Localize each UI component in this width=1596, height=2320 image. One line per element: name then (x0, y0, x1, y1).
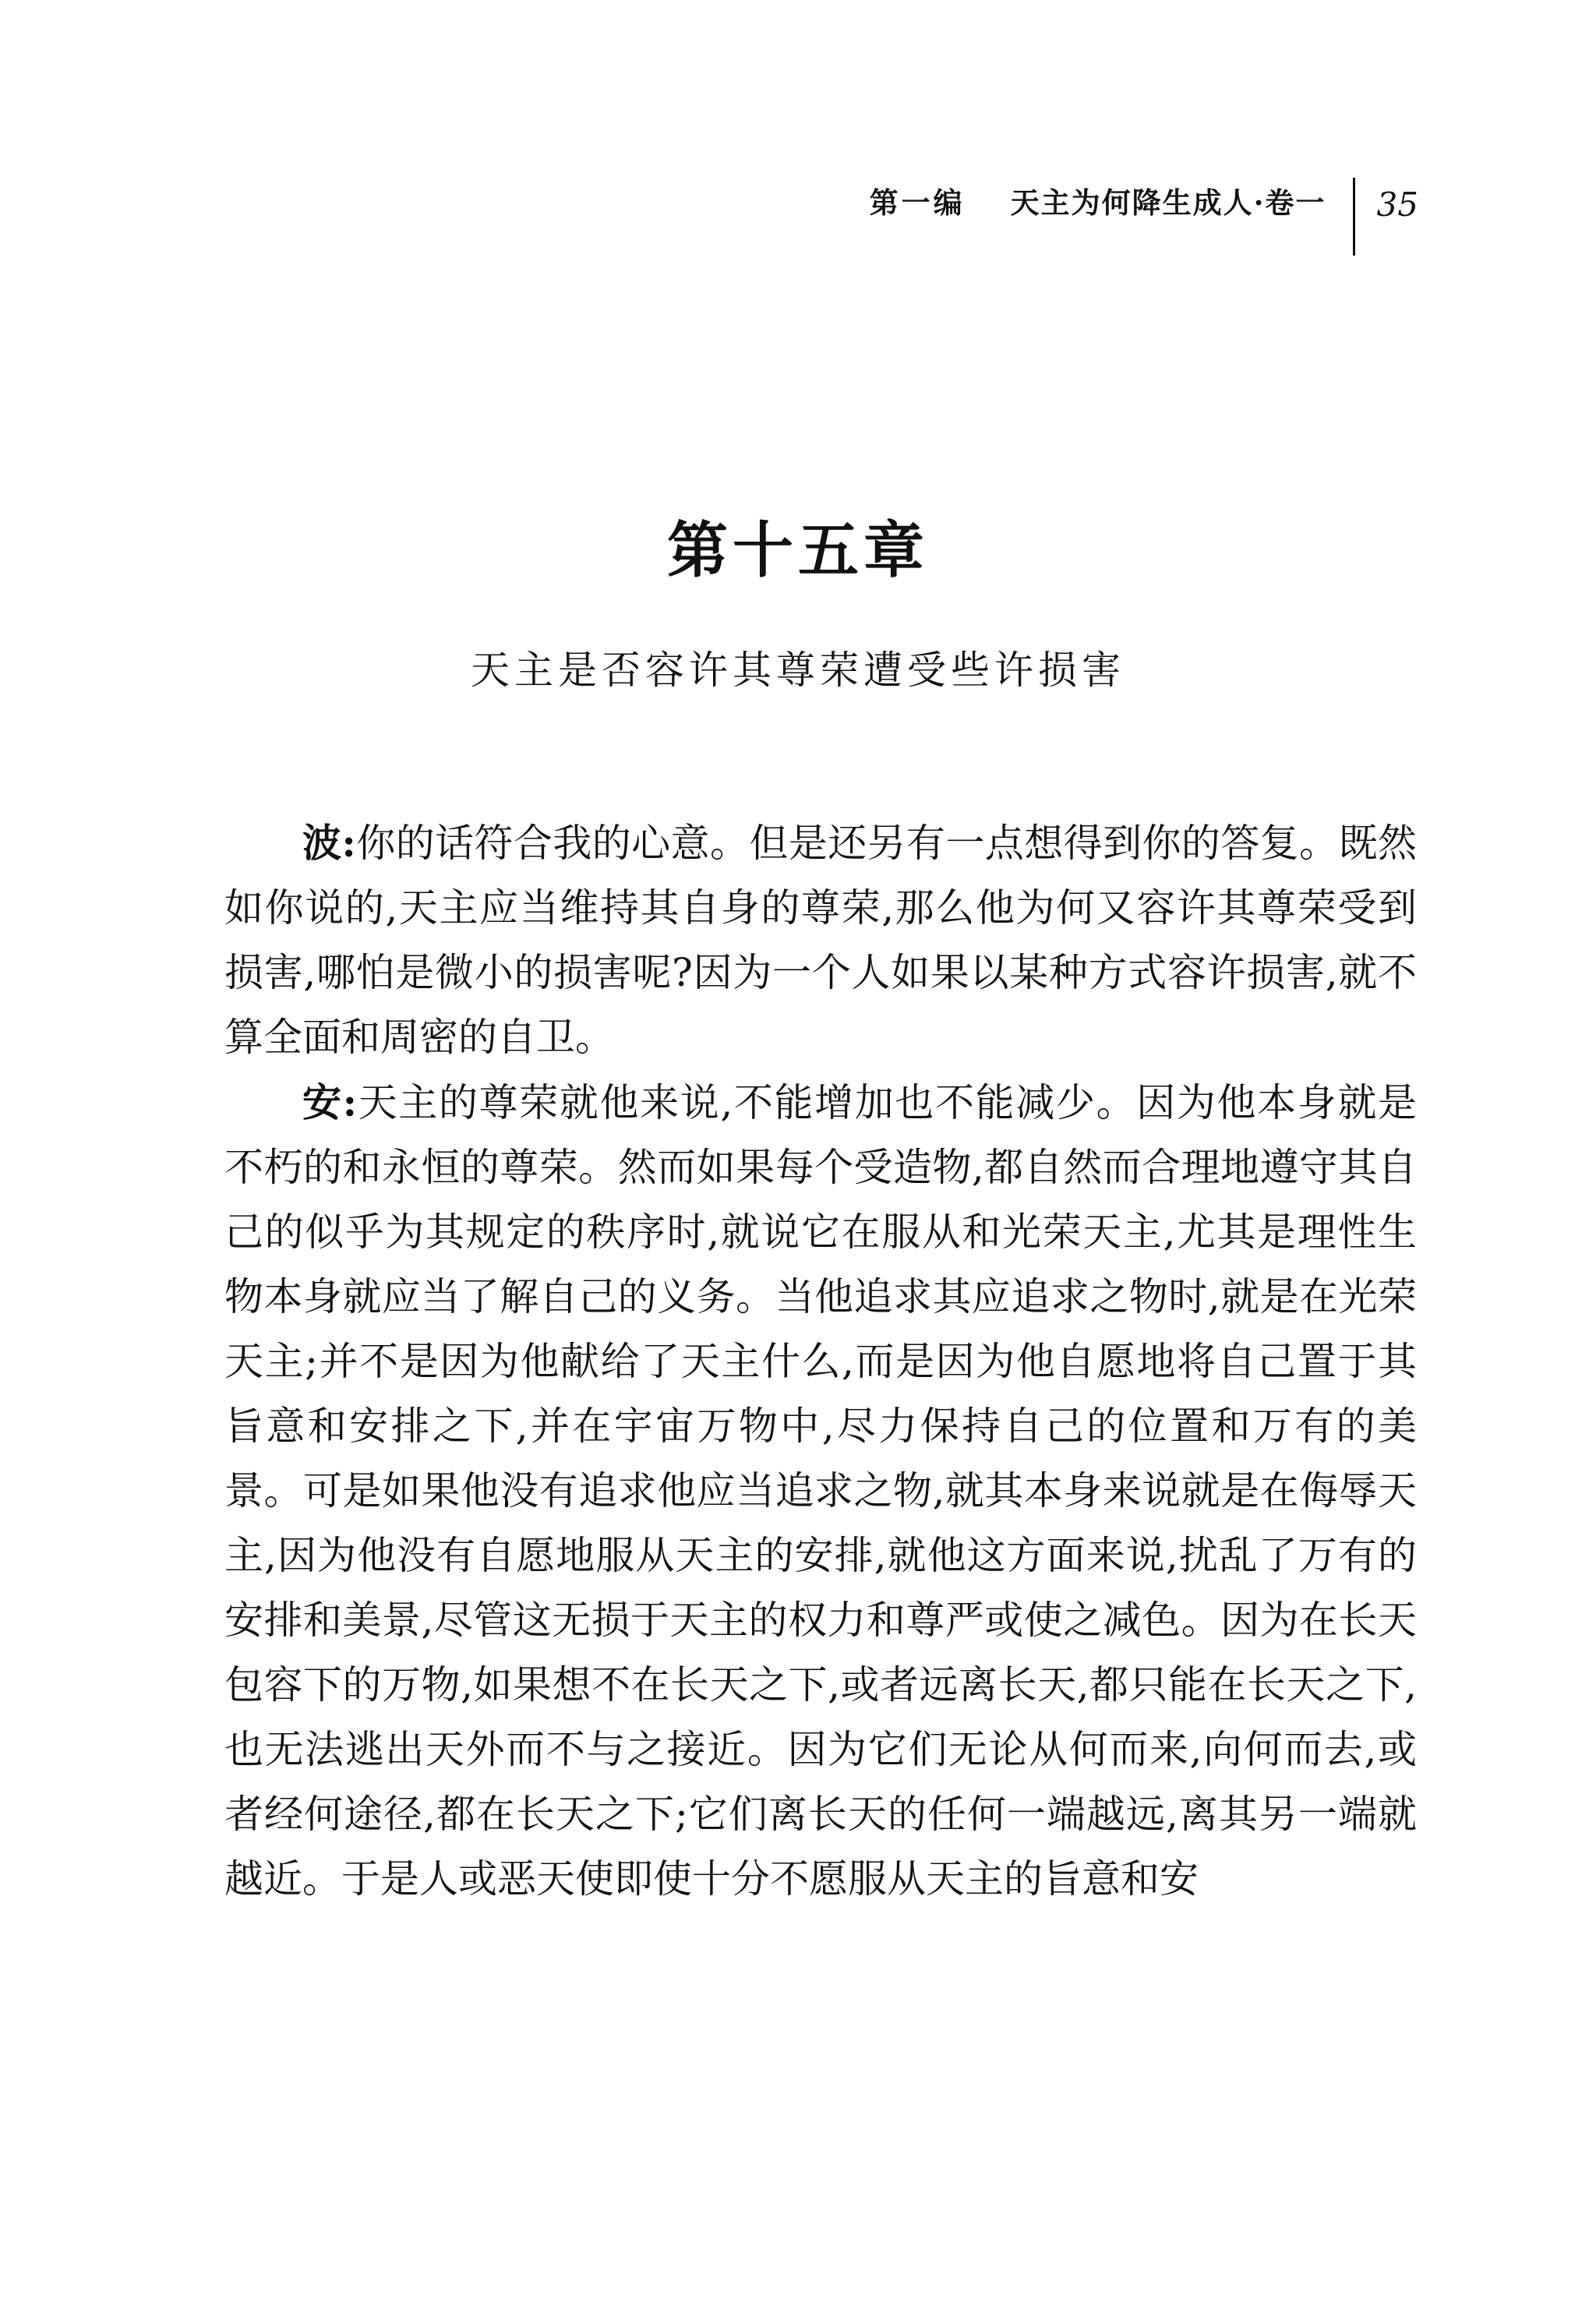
paragraph-text: 你的话符合我的心意。但是还另有一点想得到你的答复。既然如你说的,天主应当维持其自身的尊荣,那么他为何又容许其尊荣受到损害,哪怕是微小的损害呢?因为一个人如果以某种方式容许损害,就不算全面和周密的自卫。 (224, 821, 1417, 1060)
speaker-label: 波: (302, 820, 356, 866)
running-head-divider (1353, 178, 1355, 256)
running-head-section: 天主为何降生成人·卷一 (1010, 185, 1326, 220)
body-text (224, 810, 1417, 1912)
speaker-label: 安: (302, 1079, 358, 1125)
chapter-title: 第十五章 (666, 515, 929, 586)
paragraph (224, 1070, 1417, 1912)
paragraph (224, 810, 1417, 1070)
running-head-part: 第一编 (869, 185, 966, 220)
paragraph-text: 天主的尊荣就他来说,不能增加也不能减少。因为他本身就是不朽的和永恒的尊荣。然而如果每个受造物,都自然而合理地遵守其自己的似乎为其规定的秩序时,就说它在服从和光荣天主,尤其是理性生物本身就应当了解自己的义务。当他追求其应追求之物时,就是在光荣天主;并不是因为他献给了天主什么,而是因为他自愿地将自己置于其旨意和安排之下,并在宇宙万物中,尽力保持自己的位置和万有的美景。可是如果他没有追求他应当追求之物,就其本身来说就是在侮辱天主,因为他没有自愿地服从天主的安排,就他这方面来说,扰乱了万有的安排和美景,尽管这无损于天主的权力和尊严或使之减色。因为在长天包容下的万物,如果想不在长天之下,或者远离长天,都只能在长天之下,也无法逃出天外而不与之接近。因为它们无论从何而来,向何而去,或者经何途径,都在长天之下;它们离长天的任何一端越远,离其另一端就越近。于是人或恶天使即使十分不愿服从天主的旨意和安 (224, 1080, 1417, 1902)
page-number: 35 (1376, 185, 1418, 224)
running-head (869, 185, 1418, 267)
chapter-subtitle: 天主是否容许其尊荣遭受些许损害 (471, 648, 1125, 693)
